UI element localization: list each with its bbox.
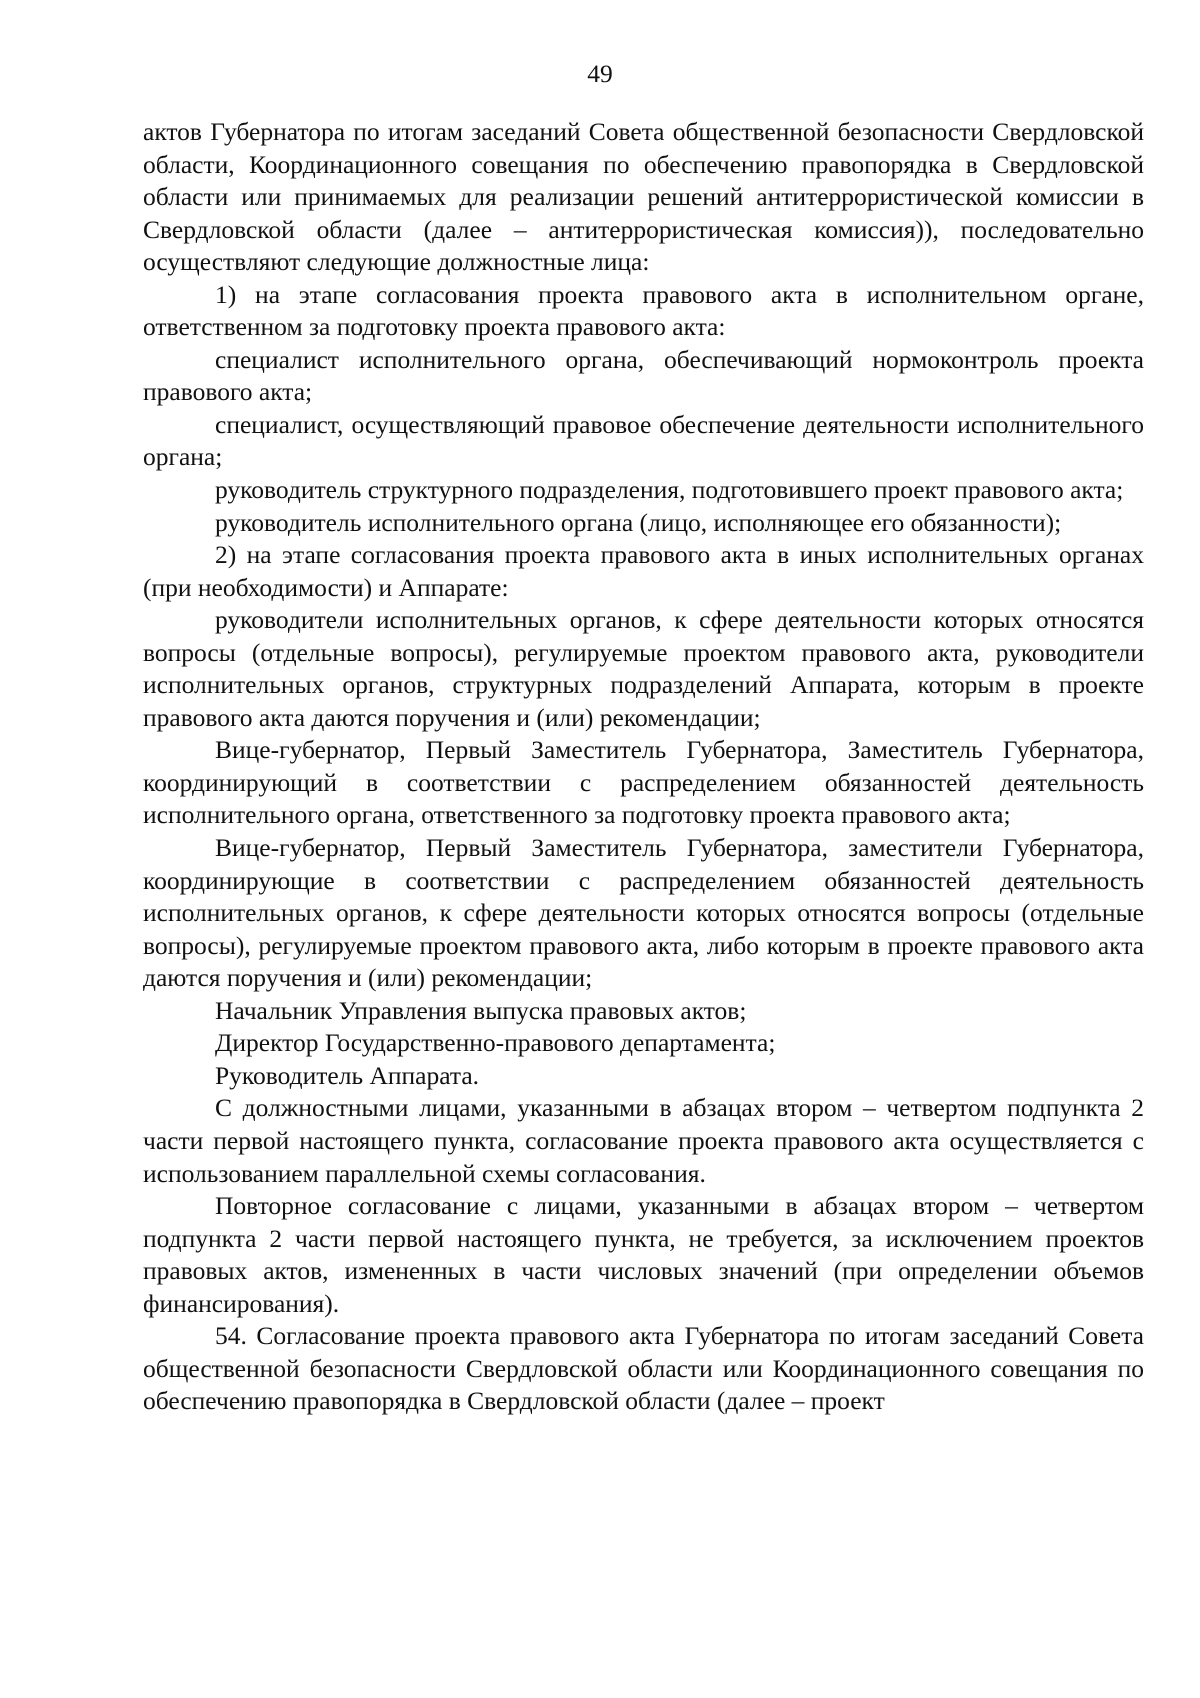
paragraph: Вице-губернатор, Первый Заместитель Губернатора, Заместитель Губернатора, координирующий в соответствии с распределением обязанностей деятельность исполнительного органа, ответственного за подготовку проекта правового акта; <box>143 735 1144 830</box>
paragraph: Начальник Управления выпуска правовых актов; <box>215 995 747 1025</box>
paragraph: руководители исполнительных органов, к сфере деятельности которых относятся вопросы (отдельные вопросы), регулируемые проектом правового акта, руководители исполнительных органов, структурных подразделений Аппарата, которым в проекте правового акта даются поручения и (или) рекомендации; <box>143 605 1144 732</box>
paragraph: 2) на этапе согласования проекта правового акта в иных исполнительных органах (при необходимости) и Аппарате: <box>143 540 1144 602</box>
page-number: 49 <box>587 59 613 88</box>
paragraph: специалист исполнительного органа, обеспечивающий нормоконтроль проекта правового акта; <box>143 344 1144 407</box>
paragraph: Вице-губернатор, Первый Заместитель Губернатора, заместители Губернатора, координирующие в соответствии с распределением обязанностей деятельность исполнительных органов, к сфере деятельности которых относятся вопросы (отдельные вопросы), регулируемые проектом правового акта, либо которым в проекте правового акта даются поручения и (или) рекомендации; <box>143 833 1144 993</box>
paragraph: 54. Согласование проекта правового акта Губернатора по итогам заседаний Совета общественной безопасности Свердловской области или Координационного совещания по обеспечению правопорядка в Свердловской области (далее – проект <box>143 1321 1144 1416</box>
paragraph: Директор Государственно-правового департамента; <box>215 1028 776 1058</box>
paragraph: Повторное согласование с лицами, указанными в абзацах втором – четвертом подпункта 2 части первой настоящего пункта, не требуется, за исключением проектов правовых актов, измененных в части числовых значений (при определении объемов финансирования). <box>143 1191 1144 1318</box>
paragraph: Руководитель Аппарата. <box>215 1060 480 1090</box>
paragraph: С должностными лицами, указанными в абзацах втором – четвертом подпункта 2 части первой настоящего пункта, согласование проекта правового акта осуществляется с использованием параллельной схемы согласования. <box>143 1093 1144 1188</box>
document-body <box>143 116 1144 1418</box>
paragraph: актов Губернатора по итогам заседаний Совета общественной безопасности Свердловской области, Координационного совещания по обеспечению правопорядка в Свердловской области или принимаемых для реализации решений антитеррористической комиссии в Свердловской области (далее – антитеррористическая комиссия)), последовательно осуществляют следующие должностные лица: <box>143 117 1144 277</box>
paragraph: специалист, осуществляющий правовое обеспечение деятельности исполнительного органа; <box>143 409 1144 472</box>
paragraph: руководитель исполнительного органа (лицо, исполняющее его обязанности); <box>215 507 1062 537</box>
paragraph: руководитель структурного подразделения, подготовившего проект правового акта; <box>215 475 1124 505</box>
paragraph: 1) на этапе согласования проекта правового акта в исполнительном органе, ответственном за подготовку проекта правового акта: <box>143 279 1144 342</box>
